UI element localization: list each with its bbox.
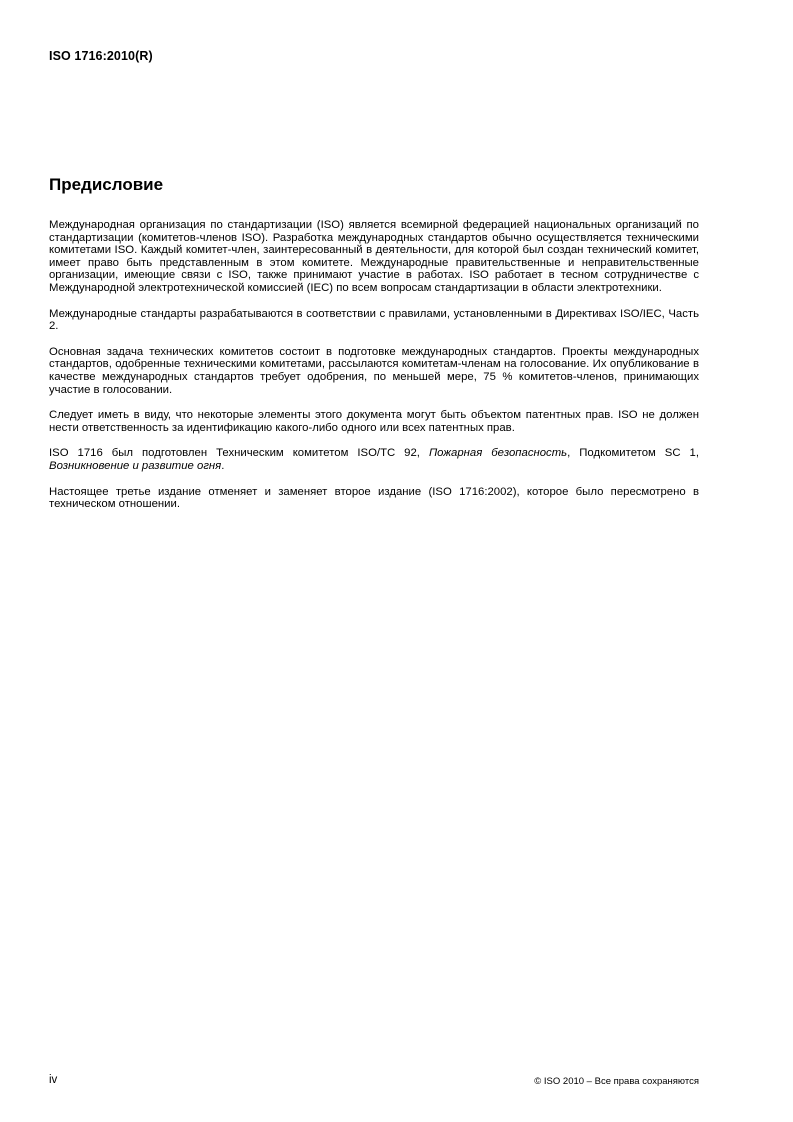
foreword-paragraph-iso: Международная организация по стандартизации (ISO) является всемирной федерацией национальных организаций по стандартизации (комитетов-членов ISO). Разработка международных стандартов обычно осуществляется техническими комитетами ISO. Каждый комитет-член, заинтересованный в деятельности, для которой был создан технический комитет, имеет право быть представленным в этом комитете. Международные правительственные и неправительственные организации, имеющие связи с ISO, также принимают участие в работах. ISO работает в тесном сотрудничестве с Международной электротехнической комиссией (IEC) по всем вопросам стандартизации в области электротехники.: [49, 219, 699, 294]
committee-suffix: .: [221, 459, 225, 472]
foreword-paragraph-patents: Следует иметь в виду, что некоторые элементы этого документа могут быть объектом патентных прав. ISO не должен нести ответственность за идентификацию какого-либо одного или всех патентных прав.: [49, 409, 699, 434]
foreword-heading: Предисловие: [49, 175, 164, 194]
foreword-paragraph-edition: Настоящее третье издание отменяет и заменяет второе издание (ISO 1716:2002), которое было пересмотрено в техническом отношении.: [49, 485, 699, 511]
committee-tc-name: Пожарная безопасность: [428, 447, 568, 460]
document-id: ISO 1716:2010(R): [49, 49, 153, 63]
foreword-body: [49, 219, 699, 524]
page-number: iv: [49, 1074, 58, 1086]
foreword-paragraph-committee: [49, 447, 699, 472]
committee-middle: , Подкомитетом SC 1,: [567, 447, 700, 460]
committee-sc-name: Возникновение и развитие огня: [49, 459, 222, 472]
foreword-paragraph-voting: Основная задача технических комитетов состоит в подготовке международных стандартов. Проекты международных стандартов, одобренные техническими комитетами, рассылаются комитетам-членам на голосование. Их опубликование в качестве международных стандартов требует одобрения, по меньшей мере, 75 % комитетов-членов, принимающих участие в голосовании.: [49, 345, 699, 396]
foreword-paragraph-directives: Международные стандарты разрабатываются в соответствии с правилами, установленными в Директивах ISO/IEC, Часть 2.: [49, 307, 699, 333]
committee-prefix: ISO 1716 был подготовлен Техническим комитетом ISO/TC 92,: [49, 447, 420, 460]
copyright-notice: © ISO 2010 – Все права сохраняются: [534, 1076, 699, 1087]
